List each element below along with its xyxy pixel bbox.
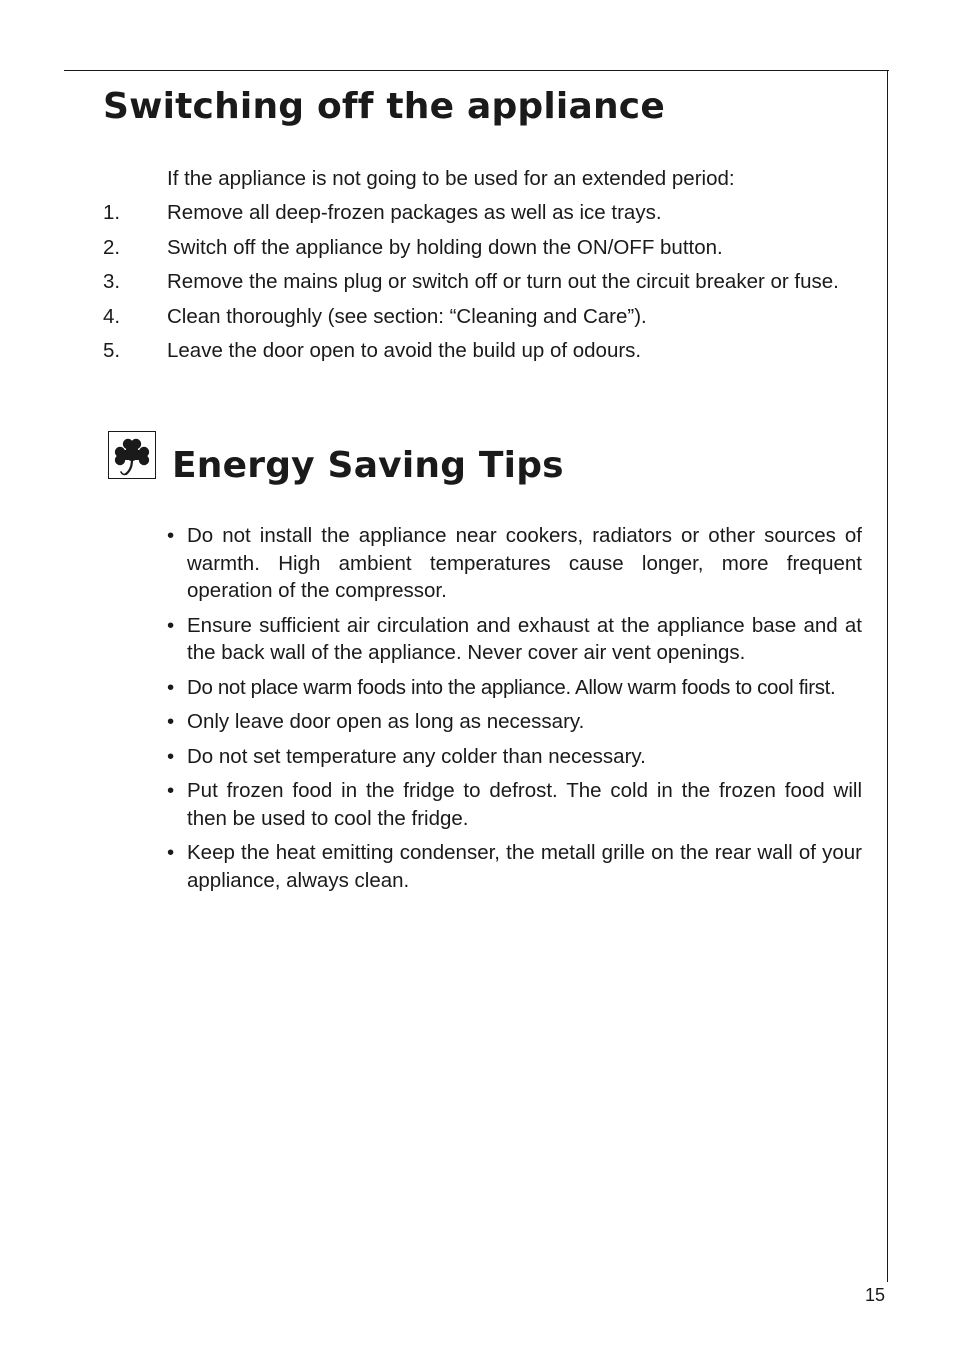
step-item — [103, 234, 873, 269]
bullet: • — [167, 710, 175, 733]
step-number: 1. — [103, 201, 121, 224]
step-number: 5. — [103, 339, 121, 363]
energy-saving-tips-list — [167, 522, 862, 901]
bullet: • — [167, 675, 174, 699]
clover-icon-graphic — [109, 432, 155, 478]
tip-text: Keep the heat emitting condenser, the metall grille on the rear wall of your appliance, always clean. — [187, 841, 862, 892]
step-text: Leave the door open to avoid the build up of odours. — [167, 339, 642, 363]
tip-text: Do not install the appliance near cookers, radiators or other sources of warmth. High ambient temperatures cause longer, more frequent operation of the compressor. — [187, 524, 862, 602]
step-item — [103, 303, 873, 338]
step-item — [103, 337, 873, 372]
tip-item — [167, 708, 862, 736]
step-item — [103, 199, 873, 234]
top-rule — [64, 70, 889, 71]
step-number: 4. — [103, 304, 121, 328]
step-text: Clean thoroughly (see section: “Cleaning and Care”). — [167, 304, 647, 328]
step-text: Switch off the appliance by holding down the ON/OFF button. — [167, 235, 723, 259]
tip-item — [167, 777, 862, 832]
page-number: 15 — [865, 1285, 886, 1305]
tip-text: Only leave door open as long as necessary. — [187, 710, 585, 733]
tip-item — [167, 674, 862, 702]
step-number: 3. — [103, 270, 121, 294]
switching-off-intro: If the appliance is not going to be used for an extended period: — [167, 167, 735, 190]
bullet: • — [167, 524, 175, 547]
section-title-switching-off: Switching off the appliance — [103, 86, 665, 127]
tip-item — [167, 612, 862, 667]
step-number: 2. — [103, 235, 121, 259]
tip-item — [167, 522, 862, 605]
right-margin-rule — [887, 70, 888, 1282]
tip-text: Do not set temperature any colder than necessary. — [187, 744, 646, 768]
tip-text: Do not place warm foods into the appliance. Allow warm foods to cool first. — [187, 675, 836, 699]
step-item — [103, 268, 873, 303]
bullet: • — [167, 841, 175, 864]
tip-text: Put frozen food in the fridge to defrost. The cold in the frozen food will then be used to cool the fridge. — [187, 779, 862, 830]
section-title-energy-saving: Energy Saving Tips — [172, 445, 564, 486]
switching-off-steps — [103, 199, 873, 372]
bullet: • — [167, 779, 175, 802]
tip-item — [167, 839, 862, 894]
tip-item — [167, 743, 862, 771]
step-text: Remove the mains plug or switch off or turn out the circuit breaker or fuse. — [167, 270, 839, 294]
step-text: Remove all deep-frozen packages as well as ice trays. — [167, 201, 662, 224]
bullet: • — [167, 613, 175, 637]
bullet: • — [167, 744, 175, 768]
tip-text: Ensure sufficient air circulation and exhaust at the appliance base and at the back wall of the appliance. Never cover air vent openings. — [187, 613, 862, 664]
clover-icon — [108, 431, 156, 479]
